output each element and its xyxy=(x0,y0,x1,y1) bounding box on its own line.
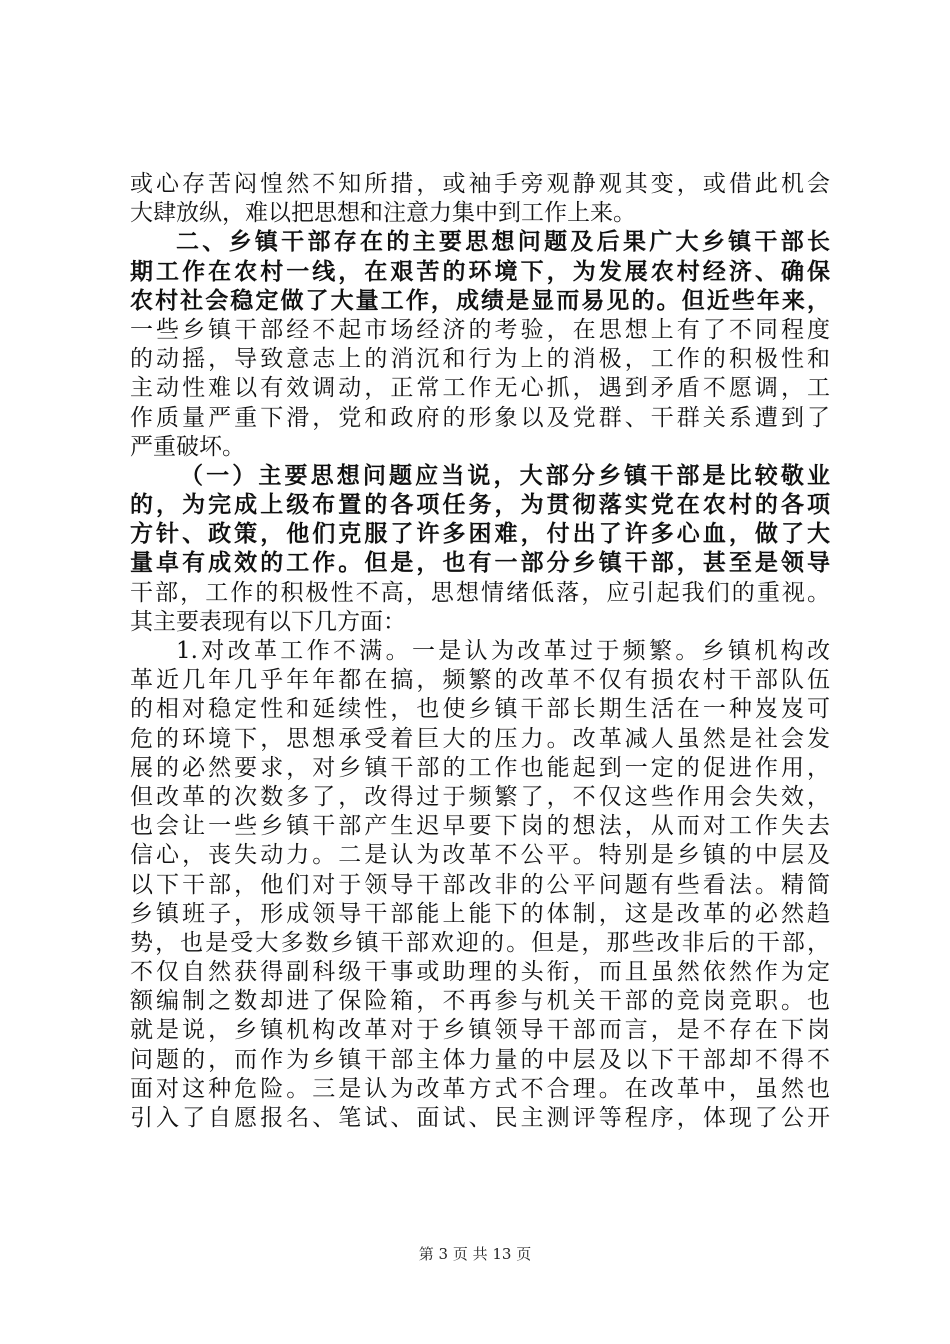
text-line: 也会让一些乡镇干部产生迟早要下岗的想法，从而对工作失去 xyxy=(130,813,830,840)
text-line: 大肆放纵，难以把思想和注意力集中到工作上来。 xyxy=(130,200,636,227)
text-line: 危的环境下，思想承受着巨大的压力。改革减人虽然是社会发 xyxy=(130,725,830,752)
text-line: 的动摇，导致意志上的消沉和行为上的消极，工作的积极性和 xyxy=(130,346,830,373)
text-line: 主动性难以有效调动，正常工作无心抓，遇到矛盾不愿调，工 xyxy=(130,375,830,402)
text-line: 或心存苦闷惶然不知所措，或袖手旁观静观其变，或借此机会 xyxy=(130,171,830,197)
text-line: 以下干部，他们对于领导干部改非的公平问题有些看法。精简 xyxy=(130,871,830,898)
text-line: 严重破坏。 xyxy=(130,433,245,460)
page-number-footer: 第 3 页 共 13 页 xyxy=(418,1245,532,1263)
text-line: 信心，丧失动力。二是认为改革不公平。特别是乡镇的中层及 xyxy=(130,842,830,869)
text-line: 方针、政策，他们克服了许多困难，付出了许多心血，做了大 xyxy=(130,521,830,548)
text-line: 问题的，而作为乡镇干部主体力量的中层及以下干部却不得不 xyxy=(130,1046,830,1073)
text-line: 的，为完成上级布置的各项任务，为贯彻落实党在农村的各项 xyxy=(130,492,830,519)
text-line: 其主要表现有以下几方面： xyxy=(130,608,406,635)
text-line: 革近几年几乎年年都在搞，频繁的改革不仅有损农村干部队伍 xyxy=(130,667,830,694)
text-line: 不仅自然获得副科级干事或助理的头衔，而且虽然依然作为定 xyxy=(130,959,830,986)
text-line: 额编制之数却进了保险箱，不再参与机关干部的竞岗竞职。也 xyxy=(130,988,830,1015)
document-body xyxy=(130,170,830,1133)
subsection-heading-line: （一）主要思想问题应当说，大部分乡镇干部是比较敬业 xyxy=(180,462,830,489)
text-line: 量卓有成效的工作。但是，也有一部分乡镇干部，甚至是领导 xyxy=(130,550,830,577)
text-line: 乡镇班子，形成领导干部能上能下的体制，这是改革的必然趋 xyxy=(130,900,830,927)
text-line: 就是说，乡镇机构改革对于乡镇领导干部而言，是不存在下岗 xyxy=(130,1017,830,1044)
text-line: 面对这种危险。三是认为改革方式不合理。在改革中，虽然也 xyxy=(130,1075,830,1102)
text-line: 期工作在农村一线，在艰苦的环境下，为发展农村经济、确保 xyxy=(130,258,830,285)
text-line: 展的必然要求，对乡镇干部的工作也能起到一定的促进作用， xyxy=(130,754,830,781)
text-line: 但改革的次数多了，改得过于频繁了，不仅这些作用会失效， xyxy=(130,783,830,810)
section-heading-line: 二、乡镇干部存在的主要思想问题及后果广大乡镇干部长 xyxy=(176,229,830,256)
text-line: 一些乡镇干部经不起市场经济的考验，在思想上有了不同程度 xyxy=(130,316,830,343)
text-line: 农村社会稳定做了大量工作，成绩是显而易见的。但近些年来， xyxy=(130,287,830,314)
numbered-item-line: 1.对改革工作不满。一是认为改革过于频繁。乡镇机构改 xyxy=(176,638,830,664)
text-line: 作质量严重下滑，党和政府的形象以及党群、干群关系遭到了 xyxy=(130,404,830,431)
text-line: 干部，工作的积极性不高，思想情绪低落，应引起我们的重视。 xyxy=(130,579,830,606)
text-line: 势，也是受大多数乡镇干部欢迎的。但是，那些改非后的干部， xyxy=(130,929,830,956)
text-line: 的相对稳定性和延续性，也使乡镇干部长期生活在一种岌岌可 xyxy=(130,696,830,723)
text-line: 引入了自愿报名、笔试、面试、民主测评等程序，体现了公开 xyxy=(130,1105,830,1131)
